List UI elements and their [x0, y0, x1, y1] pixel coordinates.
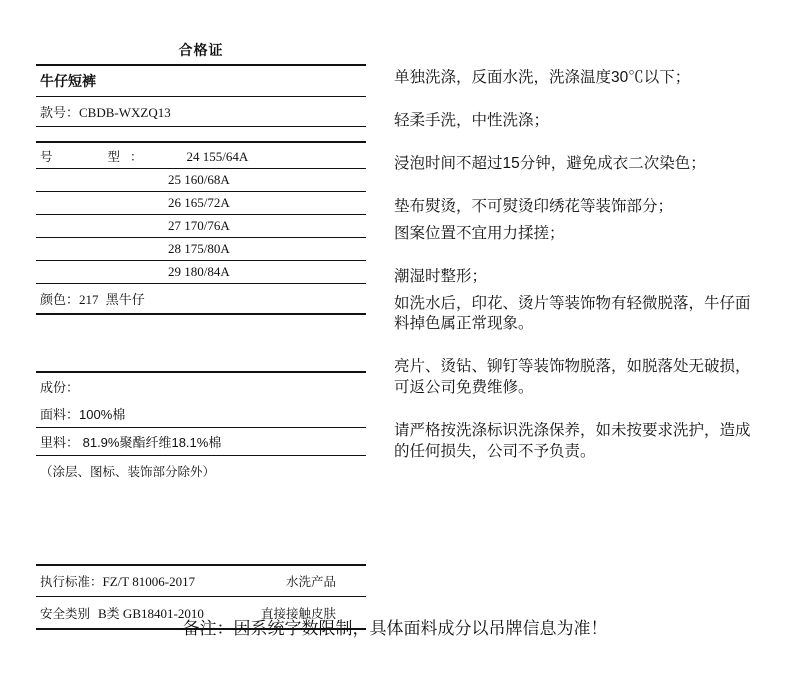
size-header-label: 号 型： — [40, 150, 153, 164]
care-line-5: 潮湿时整形； — [394, 267, 488, 285]
care-line-1: 轻柔手洗，中性洗涤； — [394, 111, 550, 129]
size-value-0: 24 155/64A — [186, 149, 249, 164]
standard-row — [36, 566, 366, 596]
standard-tail: 水洗产品 — [285, 575, 336, 589]
size-value-1: 25 160/68A — [168, 172, 230, 187]
size-row — [36, 192, 366, 214]
size-value-2: 26 165/72A — [168, 195, 230, 210]
safety-label: 安全类别 — [40, 607, 91, 621]
color-label: 颜色： — [40, 292, 80, 307]
lining-line: 里料： 81.9%聚酯纤维18.1%棉 — [40, 435, 222, 450]
care-instructions — [394, 68, 764, 463]
color-code: 217 — [79, 292, 99, 307]
standard-label: 执行标准： — [40, 575, 103, 589]
size-value-5: 29 180/84A — [168, 264, 230, 279]
size-row — [36, 215, 366, 237]
size-header-row — [36, 143, 366, 168]
size-row — [36, 261, 366, 283]
size-value-3: 27 170/76A — [168, 218, 230, 233]
standard-value: FZ/T 81006-2017 — [102, 574, 196, 589]
care-line-8: 请严格按洗涤标识洗涤保养，如未按要求洗护，造成的任何损失，公司不予负责。 — [394, 422, 751, 461]
care-line-2: 浸泡时间不超过15分钟，避免成衣二次染色； — [394, 154, 706, 172]
exclusion-note: （涂层、图标、装饰部分除外） — [40, 465, 216, 479]
composition-label: 成份： — [40, 380, 80, 395]
certificate-title: 合格证 — [178, 42, 224, 58]
spacer — [36, 486, 366, 564]
footer-note: 备注：因系统字数限制，具体面料成分以吊牌信息为准！ — [182, 619, 608, 638]
care-line-3: 垫布熨烫，不可熨烫印绣花等装饰部分； — [394, 197, 674, 215]
care-line-0: 单独洗涤，反面水洗，洗涤温度30℃以下； — [394, 69, 691, 86]
color-name: 黑牛仔 — [105, 292, 145, 307]
color-row — [36, 284, 366, 313]
size-value-4: 28 175/80A — [168, 241, 230, 256]
certificate-card — [36, 40, 366, 630]
size-table — [36, 143, 366, 284]
safety-tail: 直接接触皮肤 — [260, 607, 336, 621]
style-number-value: CBDB-WXZQ13 — [79, 105, 171, 120]
care-line-4: 图案位置不宜用力揉搓； — [394, 224, 565, 242]
fabric-line: 面料：100%棉 — [40, 407, 126, 422]
spacer — [36, 127, 366, 141]
product-name: 牛仔短裤 — [40, 73, 96, 89]
size-row — [36, 169, 366, 191]
size-row — [36, 238, 366, 260]
care-line-7: 亮片、烫钻、铆钉等装饰物脱落，如脱落处无破损，可返公司免费维修。 — [394, 358, 751, 397]
spacer — [36, 315, 366, 371]
care-line-6: 如洗水后，印花、烫片等装饰物有轻微脱落，牛仔面料掉色属正常现象。 — [394, 294, 751, 333]
composition-block — [36, 373, 366, 486]
style-number-row — [36, 97, 366, 126]
safety-value: B类 GB18401-2010 — [98, 606, 204, 621]
style-number-label: 款号： — [40, 105, 80, 120]
